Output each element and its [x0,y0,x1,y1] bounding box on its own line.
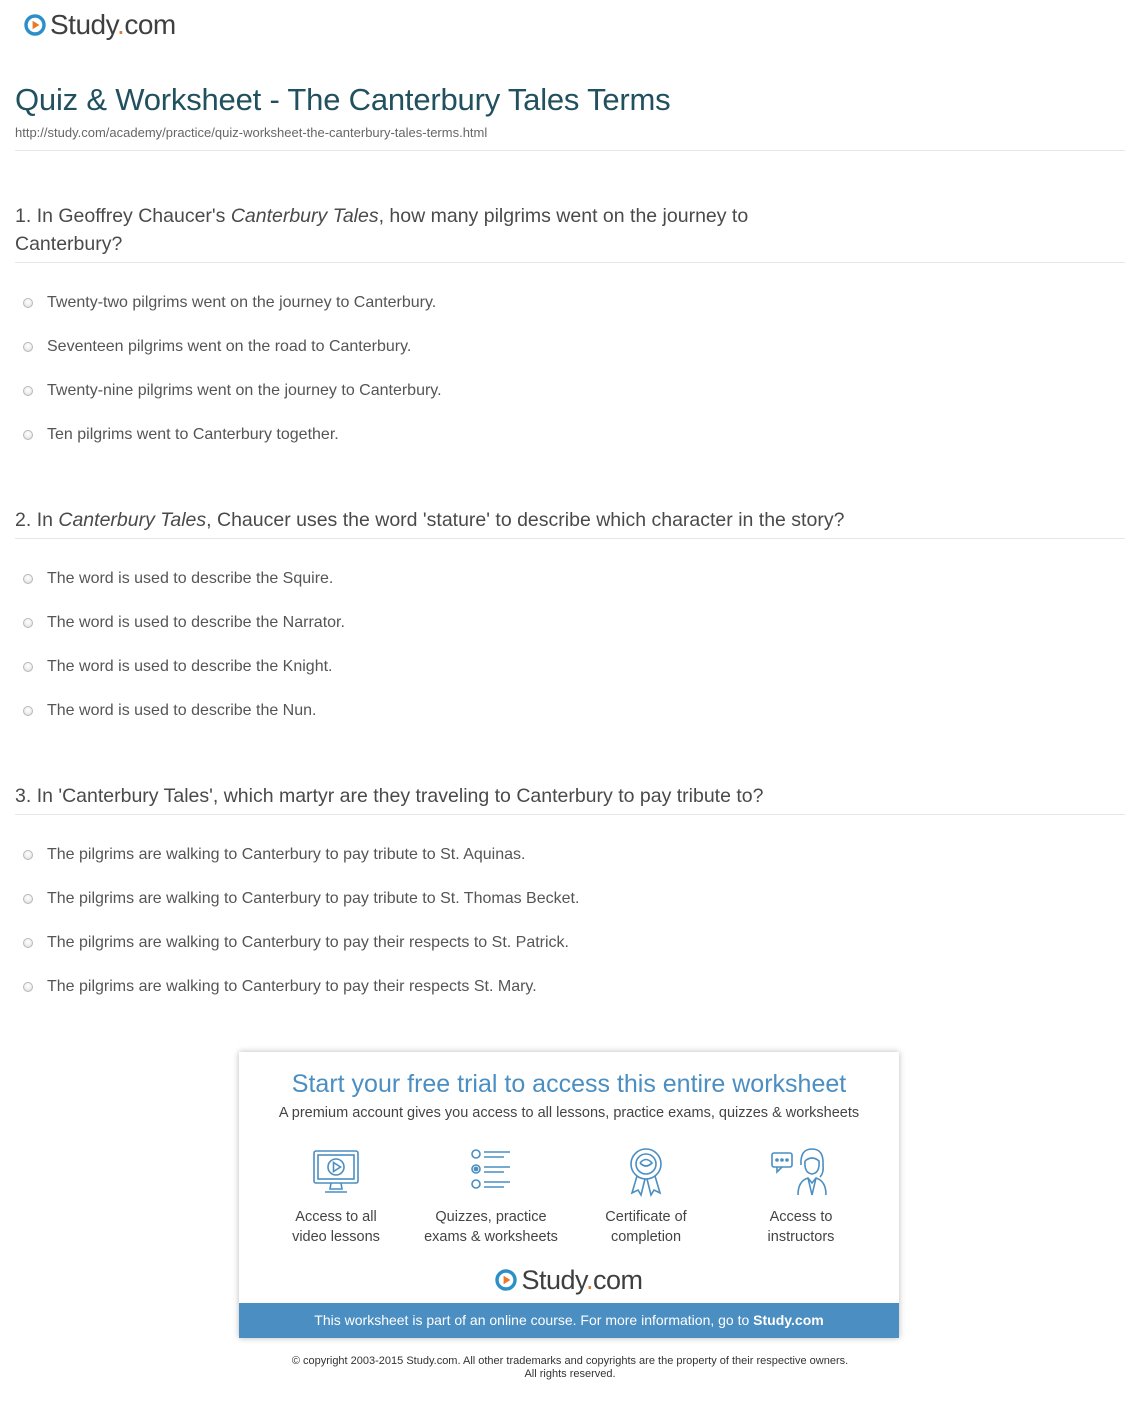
answer-label: The word is used to describe the Squire. [47,570,334,587]
free-trial-promo [239,1052,899,1338]
answer-option[interactable] [23,933,569,953]
radio-button[interactable] [23,982,33,992]
play-circle-icon [495,1269,517,1291]
radio-button[interactable] [23,938,33,948]
radio-button[interactable] [23,574,33,584]
page-url: http://study.com/academy/practice/quiz-worksheet-the-canterbury-tales-terms.html [15,125,488,140]
copyright-line: All rights reserved. [524,1368,616,1380]
answer-label: Twenty-two pilgrims went on the journey to Canterbury. [47,294,437,311]
radio-button[interactable] [23,342,33,352]
logo-wordmark: Study.com [50,9,176,40]
answer-option[interactable] [23,381,442,401]
study-link[interactable]: Study.com [753,1312,824,1328]
question-divider [15,538,1125,539]
answer-label: Seventeen pilgrims went on the road to Canterbury. [47,338,412,355]
answer-option[interactable] [23,657,333,677]
play-circle-icon [24,14,46,36]
answer-label: Ten pilgrims went to Canterbury together. [47,426,339,443]
radio-button[interactable] [23,894,33,904]
radio-button[interactable] [23,662,33,672]
question-2: 2. In Canterbury Tales, Chaucer uses the word 'stature' to describe which character in the story? [15,509,845,531]
answer-label: The pilgrims are walking to Canterbury to pay tribute to St. Thomas Becket. [47,890,580,907]
feature-quizzes [416,1147,566,1247]
copyright [0,1355,1140,1381]
promo-study-logo[interactable] [239,1264,899,1296]
copyright-line: © copyright 2003-2015 Study.com. All other trademarks and copyrights are the property of their respective owners. [291,1355,849,1367]
question-divider [15,814,1125,815]
certificate-icon [621,1147,671,1197]
answer-label: The word is used to describe the Narrator. [47,614,345,631]
video-lesson-icon [311,1147,361,1197]
question-3: 3. In 'Canterbury Tales', which martyr are they traveling to Canterbury to pay tribute to? [15,785,764,807]
feature-certificate [571,1147,721,1247]
answer-option[interactable] [23,569,334,589]
radio-button[interactable] [23,618,33,628]
logo-wordmark: Study.com [521,1264,643,1295]
radio-button[interactable] [23,430,33,440]
promo-subtitle: A premium account gives you access to all lessons, practice exams, quizzes & worksheets [278,1105,860,1121]
answer-option[interactable] [23,977,537,997]
feature-video-lessons [261,1147,411,1247]
answer-label: Twenty-nine pilgrims went on the journey to Canterbury. [47,382,442,399]
feature-label: Access to instructors [767,1209,835,1245]
answer-option[interactable] [23,337,412,357]
page-title: Quiz & Worksheet - The Canterbury Tales Terms [15,82,671,117]
promo-title[interactable]: Start your free trial to access this entire worksheet [291,1070,847,1098]
answer-label: The pilgrims are walking to Canterbury to pay their respects St. Mary. [47,978,537,995]
answer-option[interactable] [23,425,339,445]
instructor-icon [770,1147,832,1197]
answer-label: The pilgrims are walking to Canterbury to pay tribute to St. Aquinas. [47,846,526,863]
answer-option[interactable] [23,613,345,633]
question-divider [15,262,1125,263]
answer-label: The pilgrims are walking to Canterbury to pay their respects to St. Patrick. [47,934,569,951]
answer-label: The word is used to describe the Nun. [47,702,317,719]
feature-label: Quizzes, practice exams & worksheets [424,1209,558,1245]
radio-button[interactable] [23,850,33,860]
answer-option[interactable] [23,701,317,721]
answer-option[interactable] [23,845,526,865]
radio-button[interactable] [23,706,33,716]
divider [15,150,1125,151]
feature-label: Access to all video lessons [292,1209,380,1245]
feature-instructors [726,1147,876,1247]
radio-button[interactable] [23,298,33,308]
study-logo[interactable] [24,10,176,40]
answer-option[interactable] [23,293,437,313]
feature-label: Certificate of completion [605,1209,687,1245]
radio-button[interactable] [23,386,33,396]
promo-footer: This worksheet is part of an online course. For more information, go to Study.com [239,1303,899,1338]
answer-label: The word is used to describe the Knight. [47,658,333,675]
quiz-list-icon [466,1147,516,1197]
question-1: 1. In Geoffrey Chaucer's Canterbury Tales, how many pilgrims went on the journey to Canterbury? [15,205,749,255]
answer-option[interactable] [23,889,580,909]
